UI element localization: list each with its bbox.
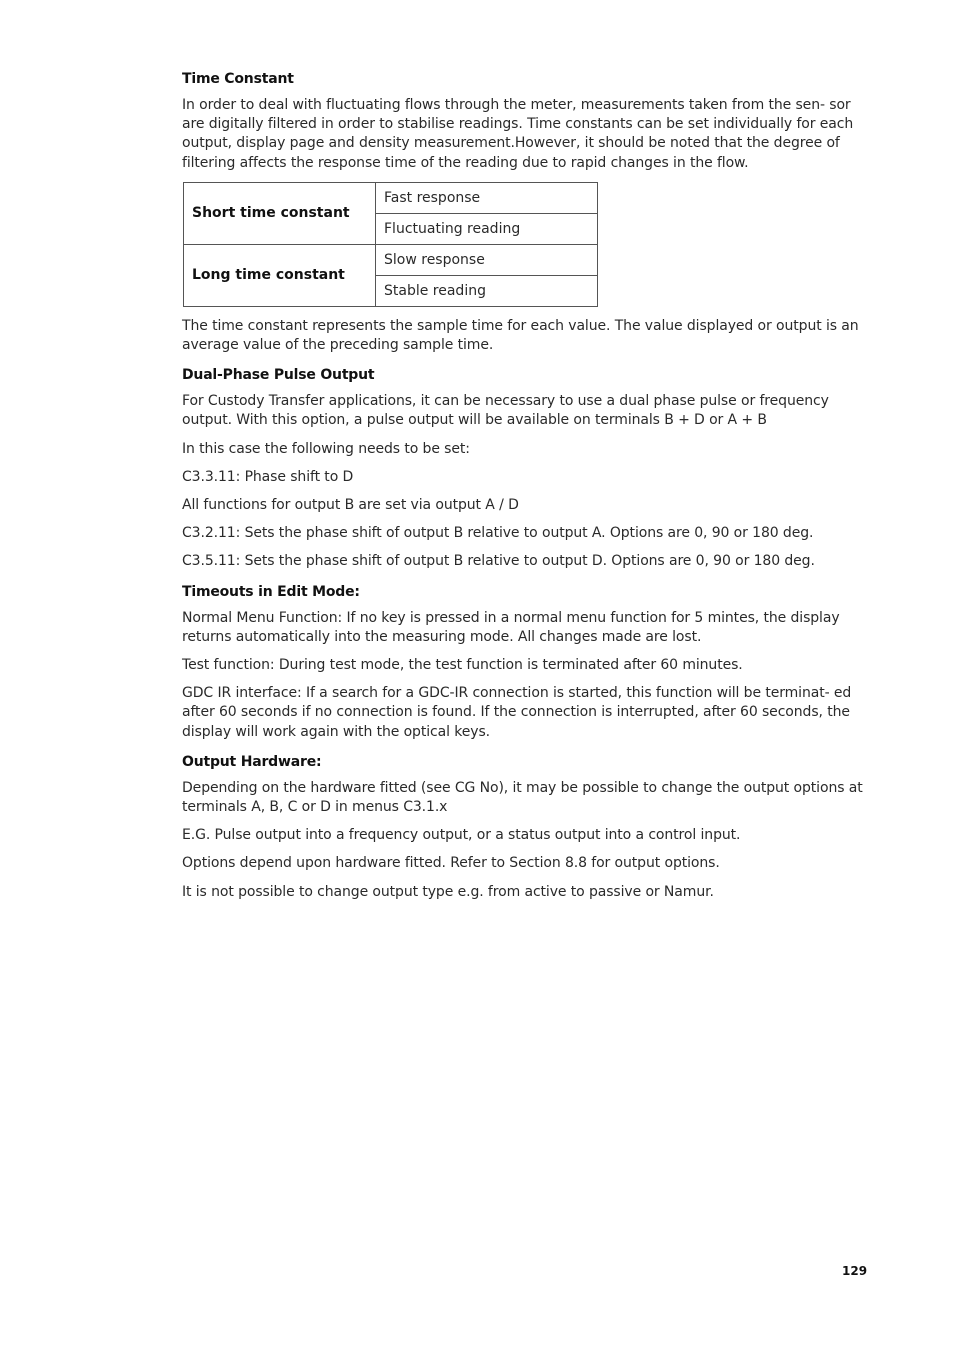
dual-phase-p3: C3.3.11: Phase shift to D [182,468,354,485]
timeouts-p3: GDC IR interface: If a search for a GDC-IR connection is started, this function will be terminat- ed after 60 seconds if no connection is found. If the connection is interrupted, after 60 seconds, the display will work again with the optical keys. [182,685,852,740]
short-time-constant-label: Short time constant [184,182,376,244]
output-hardware-heading: Output Hardware: [182,753,322,770]
time-constant-table [183,182,598,307]
dual-phase-p6: C3.5.11: Sets the phase shift of output B relative to output D. Options are 0, 90 or 180 deg. [182,553,815,570]
table-cell: Stable reading [376,275,598,306]
timeouts-heading: Timeouts in Edit Mode: [182,583,360,600]
table-cell: Fluctuating reading [376,213,598,244]
timeouts-p1: Normal Menu Function: If no key is pressed in a normal menu function for 5 mintes, the display returns automatically into the measuring mode. All changes made are lost. [182,609,840,645]
time-constant-after: The time constant represents the sample time for each value. The value displayed or output is an average value of the preceding sample time. [182,317,859,354]
page-content [182,68,868,911]
time-constant-heading: Time Constant [182,71,294,87]
table-cell: Fast response [376,182,598,213]
dual-phase-p4: All functions for output B are set via output A / D [182,497,519,514]
dual-phase-p1: For Custody Transfer applications, it can be necessary to use a dual phase pulse or frequency output. With this option, a pulse output will be available on terminals B + D or A + B [182,393,829,429]
output-hardware-p3: Options depend upon hardware fitted. Refer to Section 8.8 for output options. [182,855,720,872]
table-cell: Slow response [376,244,598,275]
table-row [184,244,598,275]
output-hardware-p1: Depending on the hardware fitted (see CG No), it may be possible to change the output options at terminals A, B, C or D in menus C3.1.x [182,779,863,816]
time-constant-intro: In order to deal with fluctuating flows through the meter, measurements taken from the sen- sor are digitally filtered in order to stabilise readings. Time constants can be set individually for each output, display page and density measurement.However, it should be noted that the degree of filtering affects the response time of the reading due to rapid changes in the flow. [182,97,854,171]
dual-phase-p2: In this case the following needs to be set: [182,440,470,457]
timeouts-p2: Test function: During test mode, the test function is terminated after 60 minutes. [182,657,743,674]
long-time-constant-label: Long time constant [184,244,376,306]
dual-phase-p5: C3.2.11: Sets the phase shift of output B relative to output A. Options are 0, 90 or 180 deg. [182,525,814,542]
dual-phase-heading: Dual-Phase Pulse Output [182,367,375,384]
page-number: 129 [842,1264,868,1278]
output-hardware-p2: E.G. Pulse output into a frequency output, or a status output into a control input. [182,827,741,844]
table-row [184,182,598,213]
output-hardware-p4: It is not possible to change output type e.g. from active to passive or Namur. [182,883,714,900]
